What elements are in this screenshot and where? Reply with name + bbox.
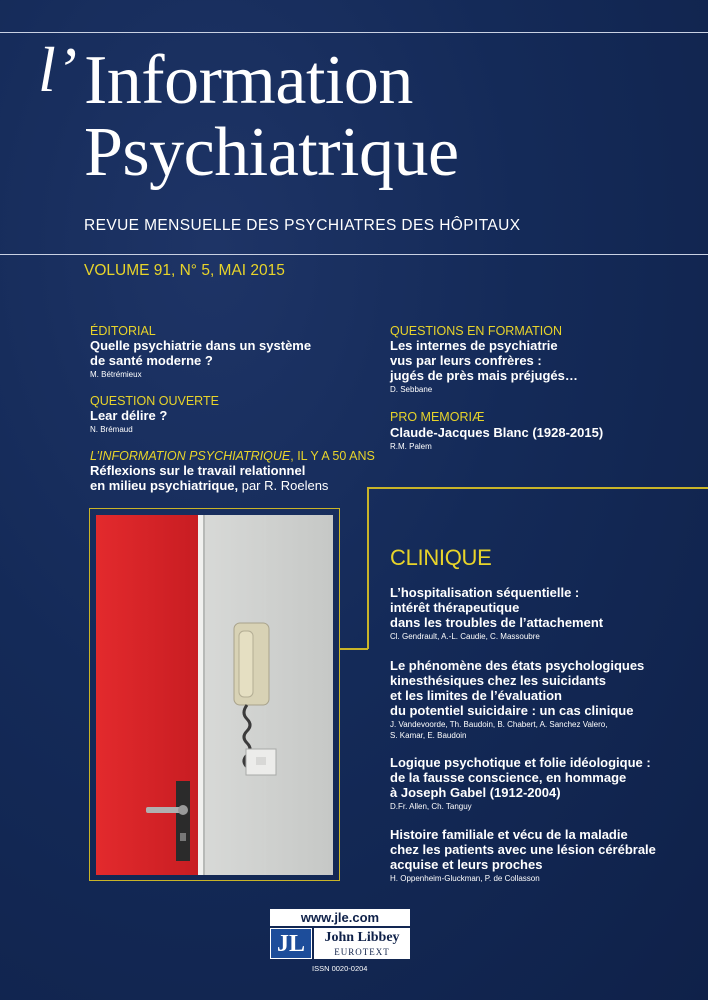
clinique-1-line2: intérêt thérapeutique <box>390 600 520 615</box>
clinique-4-line2: chez les patients avec une lésion cérébrale <box>390 842 656 857</box>
clinique-3-line1: Logique psychotique et folie idéologique : <box>390 755 651 770</box>
clinique-3-line3: à Joseph Gabel (1912-2004) <box>390 785 561 800</box>
connector-horizontal-top <box>368 487 708 489</box>
pro-memoriae-title: Claude-Jacques Blanc (1928-2015) <box>390 425 604 440</box>
masthead-article: l’ <box>38 34 78 105</box>
clinique-1-authors: Cl. Gendrault, A.-L. Caudie, C. Massoubre <box>390 632 540 641</box>
formation-title-line2: vus par leurs confrères : <box>390 353 542 368</box>
question-ouverte-title: Lear délire ? <box>90 408 168 423</box>
formation-title-line3: jugés de près mais préjugés… <box>390 368 578 383</box>
top-rule <box>0 32 708 33</box>
mid-rule <box>0 254 708 255</box>
clinique-4-line1: Histoire familiale et vécu de la maladie <box>390 827 628 842</box>
clinique-4-line3: acquise et leurs proches <box>390 857 543 872</box>
publisher-logo <box>270 909 410 959</box>
connector-horizontal-to-photo <box>340 648 368 650</box>
il-y-a-50-ans-title-line2 <box>90 478 328 493</box>
door-intercom-illustration <box>96 515 333 875</box>
clinique-2-line4: du potentiel suicidaire : un cas clinique <box>390 703 634 718</box>
clinique-3-line2: de la fausse conscience, en hommage <box>390 770 627 785</box>
publisher-name-box <box>314 928 410 959</box>
clinique-4-authors: H. Oppenheim-Gluckman, P. de Collasson <box>390 874 540 883</box>
publisher-initials: JL <box>270 928 312 959</box>
connector-vertical <box>367 487 369 649</box>
clinique-heading: CLINIQUE <box>390 545 492 570</box>
clinique-2-line1: Le phénomène des états psychologiques <box>390 658 645 673</box>
section-questions-en-formation: QUESTIONS EN FORMATION <box>390 324 562 338</box>
issn: ISSN 0020-0204 <box>312 964 368 973</box>
clinique-2-line3: et les limites de l’évaluation <box>390 688 562 703</box>
editorial-title-line2: de santé moderne ? <box>90 353 213 368</box>
clinique-3-authors: D.Fr. Allen, Ch. Tanguy <box>390 802 472 811</box>
publisher-name: John Libbey <box>324 930 400 945</box>
il-y-a-50-ans-title-suffix: par R. Roelens <box>238 478 329 493</box>
section-pro-memoriae: PRO MEMORIÆ <box>390 410 485 424</box>
section-il-y-a-50-ans <box>90 449 375 463</box>
pro-memoriae-authors: R.M. Palem <box>390 442 432 451</box>
il-y-a-50-ans-title-line1: Réflexions sur le travail relationnel <box>90 463 306 478</box>
clinique-1-line3: dans les troubles de l’attachement <box>390 615 604 630</box>
publisher-url: www.jle.com <box>270 909 410 926</box>
clinique-2-authors-line2: S. Kamar, E. Baudoin <box>390 731 467 740</box>
clinique-2-line2: kinesthésiques chez les suicidants <box>390 673 607 688</box>
publisher-sub: EUROTEXT <box>334 947 390 957</box>
editorial-title-line1: Quelle psychiatrie dans un système <box>90 338 312 353</box>
formation-authors: D. Sebbane <box>390 385 433 394</box>
clinique-1-line1: L’hospitalisation séquentielle : <box>390 585 580 600</box>
editorial-authors: M. Bétrémieux <box>90 370 142 379</box>
masthead-title-line2: Psychiatrique <box>84 114 459 191</box>
clinique-2-authors-line1: J. Vandevoorde, Th. Baudoin, B. Chabert, A. Sanchez Valero, <box>390 720 608 729</box>
issue-volume: VOLUME 91, N° 5, MAI 2015 <box>84 262 285 279</box>
section-editorial: ÉDITORIAL <box>90 324 156 338</box>
formation-title-line1: Les internes de psychiatrie <box>390 338 558 353</box>
section-il-y-a-50-ans-rest: , IL Y A 50 ANS <box>290 449 375 463</box>
section-il-y-a-50-ans-italic: L’INFORMATION PSYCHIATRIQUE <box>90 449 291 463</box>
cover-photo <box>96 515 333 875</box>
il-y-a-50-ans-title-line2-bold: en milieu psychiatrique, <box>90 478 239 493</box>
question-ouverte-authors: N. Brémaud <box>90 425 133 434</box>
section-question-ouverte: QUESTION OUVERTE <box>90 394 219 408</box>
journal-subtitle: REVUE MENSUELLE DES PSYCHIATRES DES HÔPITAUX <box>84 217 521 234</box>
masthead-title-line1: Information <box>84 42 413 119</box>
